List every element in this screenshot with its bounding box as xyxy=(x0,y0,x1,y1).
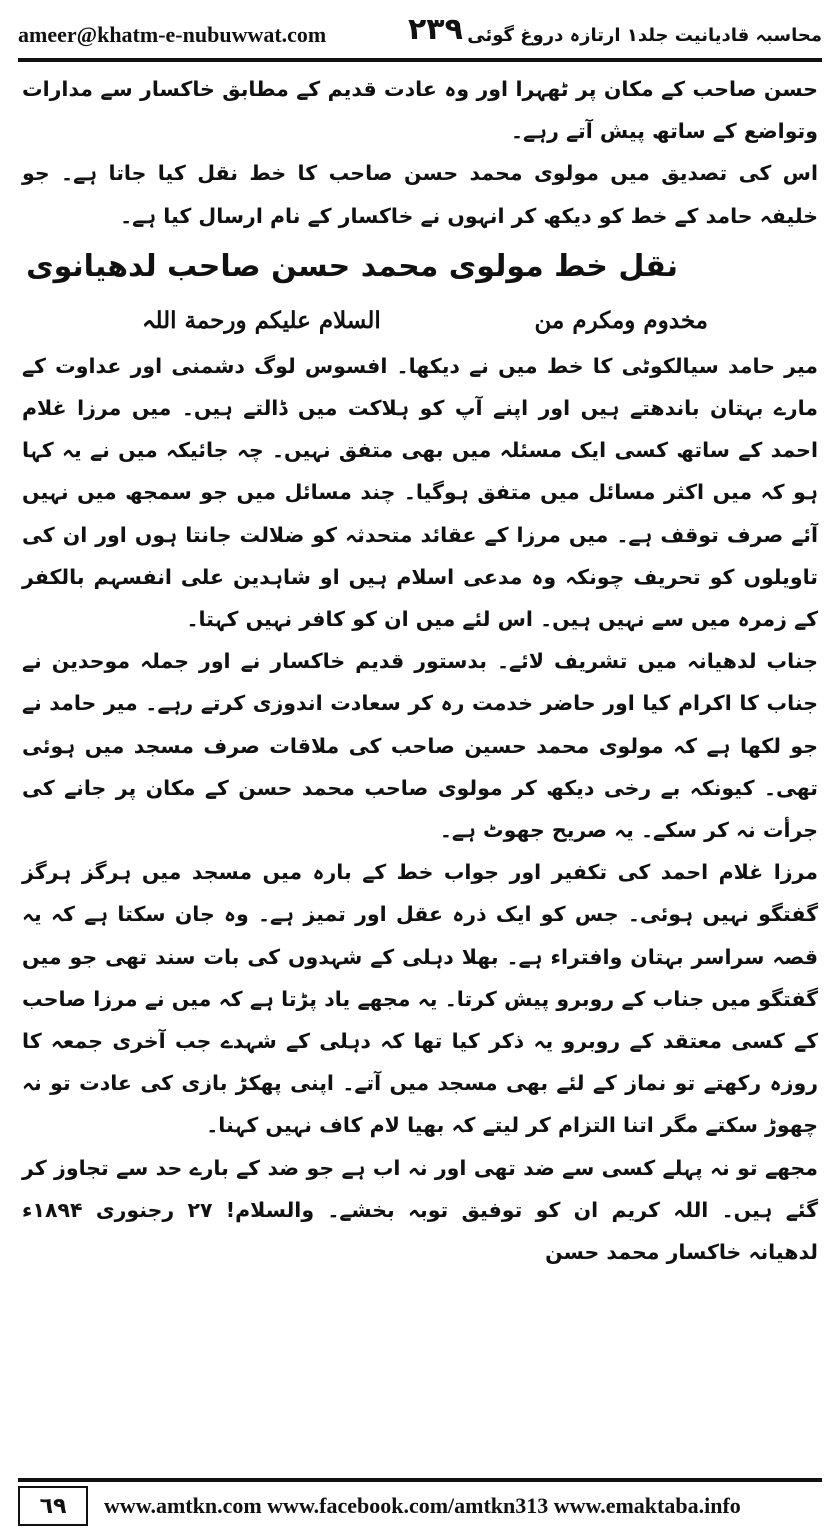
letter-paragraph: جناب لدھیانہ میں تشریف لائے۔ بدستور قدیم خاکسار نے اور جملہ موحدین نے جناب کا اکرام کیا اور حاضر خدمت رہ کر سعادت اندوزی کرتے رہے۔ میر حامد نے جو لکھا ہے کہ مولوی محمد حسین صاحب کی ملاقات صرف مسجد میں ہوئی تھی۔ کیونکہ بے رخی دیکھ کر مولوی صاحب محمد حسن کے مکان پر جانے کی جرأت نہ کر سکے۔ یہ صریح جھوٹ ہے۔ xyxy=(22,649,818,843)
page-footer xyxy=(18,1478,822,1530)
page-body xyxy=(22,68,818,1470)
salutation-address: مخدوم ومکرم من xyxy=(534,306,708,334)
salutation-greeting: السلام علیکم ورحمة اللہ xyxy=(142,306,381,334)
paragraph: حسن صاحب کے مکان پر ٹھہرا اور وہ عادت قدیم کے مطابق خاکسار سے مدارات وتواضع کے ساتھ پیش آتے رہے۔ xyxy=(22,77,818,144)
header-book-title: محاسبہ قادیانیت جلد۱ ارتازہ دروغ گوئی xyxy=(467,24,822,46)
letter-paragraph: میر حامد سیالکوٹی کا خط میں نے دیکھا۔ افسوس لوگ دشمنی اور عداوت کے مارے بہتان باندھتے ہیں اور اپنے آپ کو ہلاکت میں ڈالتے ہیں۔ میں مرزا غلام احمد کے ساتھ کسی ایک مسئلہ میں بھی متفق نہیں۔ چہ جائیکہ میں نے یہ کہا ہو کہ میں اکثر مسائل میں متفق ہوگیا۔ چند مسائل میں جو سمجھ میں نہیں آئے صرف توقف ہے۔ میں مرزا کے عقائد متحدثہ کو ضلالت جانتا ہوں اور ان کی تاویلوں کو تحریف چونکہ وہ مدعی اسلام ہیں او شاہدین علی انفسہم بالکفر کے زمرہ میں سے نہیں ہیں۔ اس لئے میں ان کو کافر نہیں کہتا۔ xyxy=(22,353,818,632)
paragraph: اس کی تصدیق میں مولوی محمد حسن صاحب کا خط نقل کیا جاتا ہے۔ جو خلیفہ حامد کے خط کو دیکھ کر انہوں نے خاکسار کے نام ارسال کیا ہے۔ xyxy=(22,161,818,228)
header-email: ameer@khatm-e-nubuwwat.com xyxy=(18,22,327,47)
page-header xyxy=(18,12,822,62)
letter-paragraph: مجھے تو نہ پہلے کسی سے ضد تھی اور نہ اب ہے جو ضد کے بارے حد سے تجاوز کر گئے ہیں۔ اللہ کریم ان کو توفیق توبہ بخشے۔ والسلام! ۲۷ رجنوری ۱۸۹۴ء لدھیانہ خاکسار محمد حسن xyxy=(22,1155,818,1265)
footer-links: www.amtkn.com www.facebook.com/amtkn313 www.emaktaba.info xyxy=(104,1493,741,1518)
salutation-line xyxy=(22,297,818,345)
letter-paragraph: مرزا غلام احمد کی تکفیر اور جواب خط کے بارہ میں مسجد میں ہرگز ہرگز گفتگو نہیں ہوئی۔ جس کو ایک ذرہ عقل اور تمیز ہے۔ وہ جان سکتا ہے کہ یہ قصہ سراسر بہتان وافتراء ہے۔ بھلا دہلی کے شہدوں کی بات سند تھی جو میں گفتگو میں جناب کے روبرو پیش کرتا۔ یہ مجھے یاد پڑتا ہے کہ میں نے مرزا صاحب کے کسی معتقد کے روبرو یہ ذکر کیا تھا کہ دہلی کے شہدے جب آخری جمعہ کا روزہ رکھتے تو نماز کے لئے بھی مسجد میں آتے۔ اپنی پھکڑ بازی کی عادت تو نہ چھوڑ سکتے مگر اتنا التزام کر لیتے کہ بھیا لام کاف نہیں کہنا۔ xyxy=(22,860,818,1138)
header-page-number: ۲۳۹ xyxy=(408,12,463,47)
footer-page-box: ٦٩ xyxy=(18,1486,88,1526)
letter-heading: نقل خط مولوی محمد حسن صاحب لدھیانوی xyxy=(26,248,678,284)
